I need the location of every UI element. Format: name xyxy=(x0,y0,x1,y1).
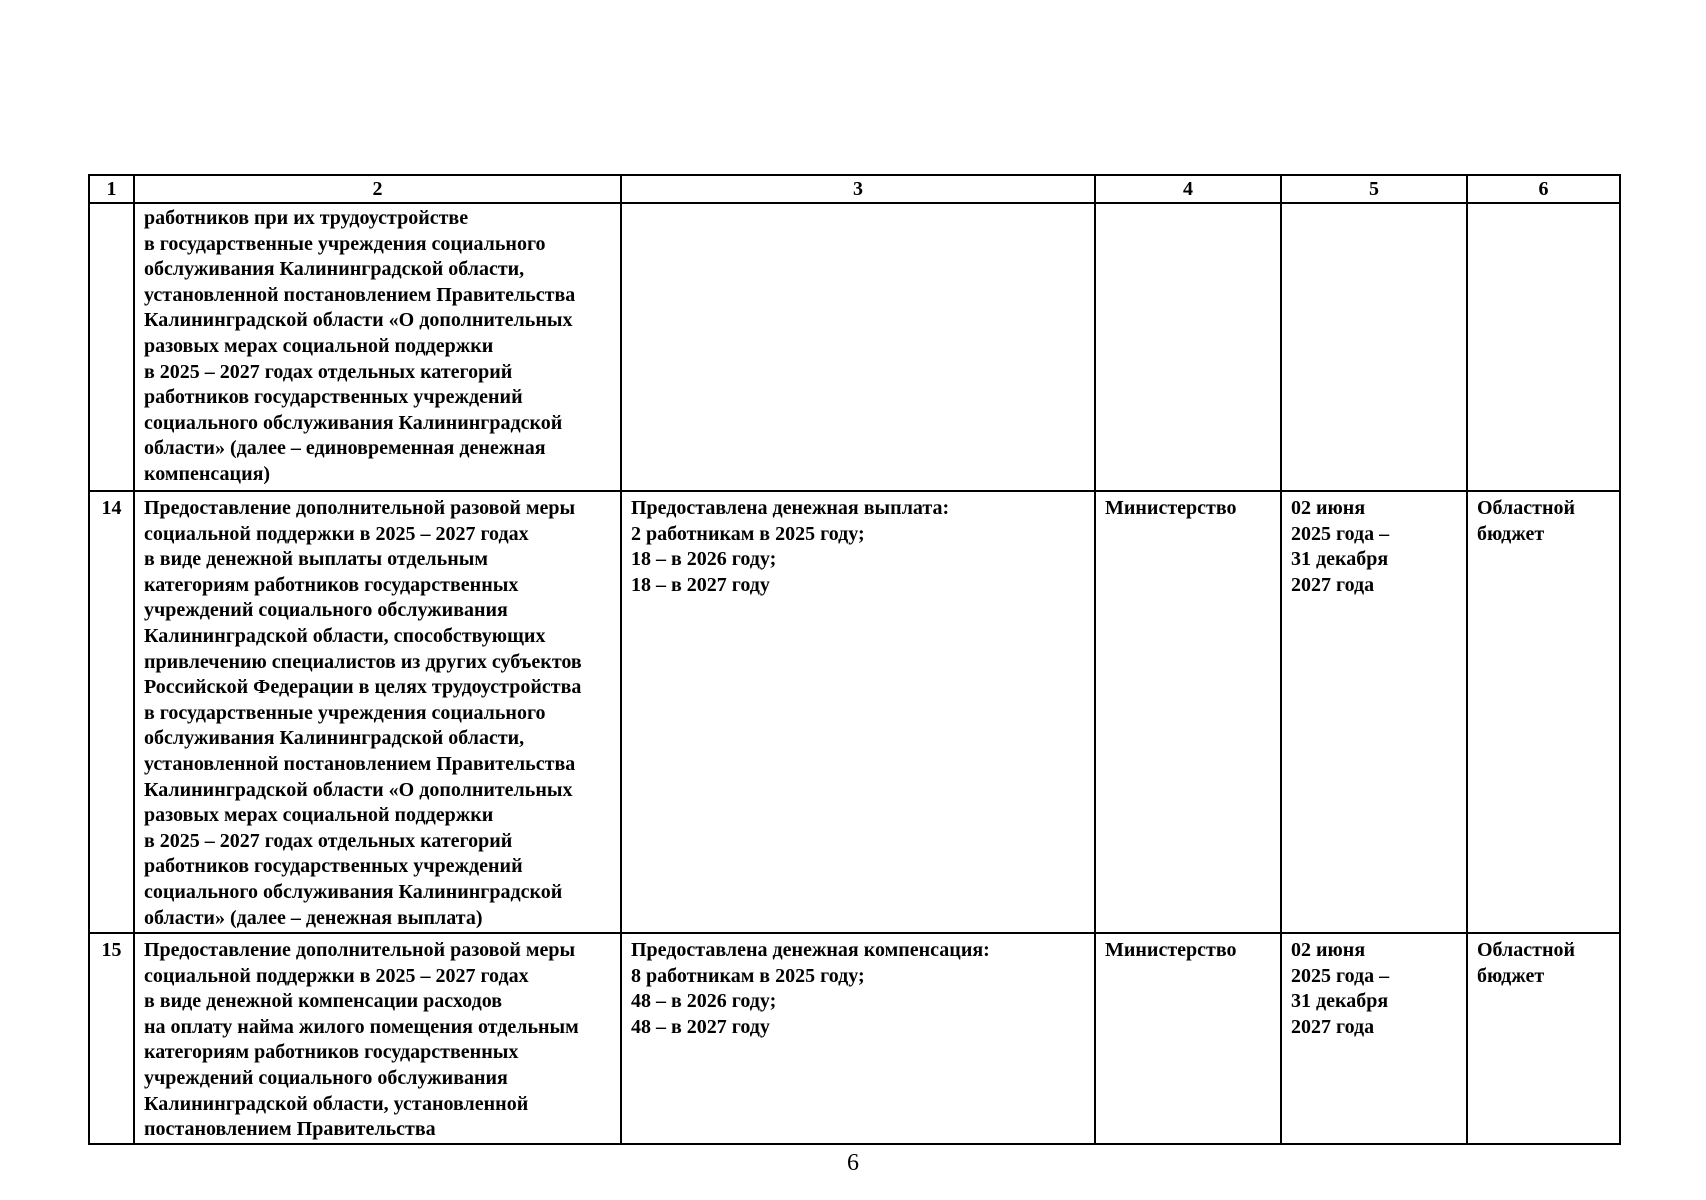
column-header: 5 xyxy=(1281,175,1467,203)
text-line: в государственные учреждения социального xyxy=(144,701,546,724)
implementation-period xyxy=(1281,933,1467,1144)
text-line: привлечению специалистов из других субъектов xyxy=(144,650,582,673)
implementation-period xyxy=(1281,491,1467,933)
table-row xyxy=(89,491,1620,933)
column-header: 2 xyxy=(134,175,621,203)
text-line: разовых мерах социальной поддержки xyxy=(144,804,494,827)
text-line: социального обслуживания Калининградской xyxy=(144,880,563,903)
text-line: разовых мерах социальной поддержки xyxy=(144,334,494,357)
text-line: в 2025 – 2027 годах отдельных категорий xyxy=(144,360,513,383)
text-line: Областной xyxy=(1477,939,1576,961)
text-line: 2027 года xyxy=(1291,1015,1375,1038)
text-line: категориям работников государственных xyxy=(144,1041,519,1064)
text-line: обслуживания Калининградской области, xyxy=(144,727,525,750)
text-line: 02 июня xyxy=(1291,497,1366,519)
text-line: Областной xyxy=(1477,497,1576,519)
text-line: постановлением Правительства xyxy=(144,1118,436,1141)
text-line: Российской Федерации в целях трудоустройства xyxy=(144,676,582,699)
text-line: 2027 года xyxy=(1291,573,1375,596)
text-line: 2025 года – xyxy=(1291,522,1390,545)
text-line: 8 работникам в 2025 году; xyxy=(631,964,865,987)
text-line: в виде денежной компенсации расходов xyxy=(144,990,502,1013)
text-line: категориям работников государственных xyxy=(144,573,519,596)
text-line: работников государственных учреждений xyxy=(144,855,523,878)
expected-result xyxy=(621,203,1095,491)
text-line: Предоставление дополнительной разовой меры xyxy=(144,939,576,961)
text-line: работников при их трудоустройстве xyxy=(144,207,469,229)
text-line: в виде денежной выплаты отдельным xyxy=(144,548,488,571)
text-line: обслуживания Калининградской области, xyxy=(144,258,525,281)
text-line: Калининградской области «О дополнительных xyxy=(144,778,573,801)
measure-description xyxy=(134,491,621,933)
text-line: 31 декабря xyxy=(1291,990,1389,1013)
text-line: социальной поддержки в 2025 – 2027 годах xyxy=(144,522,529,545)
text-line: бюджет xyxy=(1477,964,1545,987)
measure-description xyxy=(134,933,621,1144)
text-line: Предоставление дополнительной разовой меры xyxy=(144,497,576,519)
table-row xyxy=(89,203,1620,491)
expected-result xyxy=(621,491,1095,933)
text-line: 48 – в 2026 году; xyxy=(631,990,777,1013)
text-line: области» (далее – денежная выплата) xyxy=(144,906,483,929)
text-line: области» (далее – единовременная денежная xyxy=(144,437,546,460)
text-line: в государственные учреждения социального xyxy=(144,232,546,255)
page-number: 6 xyxy=(847,1150,859,1176)
text-line: на оплату найма жилого помещения отдельным xyxy=(144,1015,579,1038)
responsible-executor: Министерство xyxy=(1095,491,1281,933)
text-line: Калининградской области, установленной xyxy=(144,1092,529,1115)
table-header-row xyxy=(89,175,1620,203)
funding-source xyxy=(1467,933,1620,1144)
column-header: 4 xyxy=(1095,175,1281,203)
text-line: социальной поддержки в 2025 – 2027 годах xyxy=(144,964,529,987)
text-line: Предоставлена денежная компенсация: xyxy=(631,939,990,961)
measure-description xyxy=(134,203,621,491)
text-line: работников государственных учреждений xyxy=(144,386,523,409)
text-line: 48 – в 2027 году xyxy=(631,1015,770,1038)
expected-result xyxy=(621,933,1095,1144)
text-line: 02 июня xyxy=(1291,939,1366,961)
text-line: 31 декабря xyxy=(1291,548,1389,571)
text-line: компенсация) xyxy=(144,462,271,485)
text-line: 18 – в 2026 году; xyxy=(631,548,777,571)
row-number xyxy=(89,203,134,491)
column-header: 6 xyxy=(1467,175,1620,203)
text-line: 2 работникам в 2025 году; xyxy=(631,522,865,545)
funding-source xyxy=(1467,203,1620,491)
text-line: социального обслуживания Калининградской xyxy=(144,411,563,434)
text-line: учреждений социального обслуживания xyxy=(144,599,508,622)
text-line: Калининградской области, способствующих xyxy=(144,624,546,647)
column-header: 3 xyxy=(621,175,1095,203)
row-number: 14 xyxy=(89,491,134,933)
text-line: Калининградской области «О дополнительных xyxy=(144,309,573,332)
funding-source xyxy=(1467,491,1620,933)
implementation-period xyxy=(1281,203,1467,491)
column-header: 1 xyxy=(89,175,134,203)
text-line: установленной постановлением Правительства xyxy=(144,283,576,306)
text-line: 18 – в 2027 году xyxy=(631,573,770,596)
measures-table xyxy=(88,174,1621,1145)
text-line: в 2025 – 2027 годах отдельных категорий xyxy=(144,829,513,852)
text-line: Предоставлена денежная выплата: xyxy=(631,497,950,519)
text-line: бюджет xyxy=(1477,522,1545,545)
responsible-executor xyxy=(1095,203,1281,491)
table-row xyxy=(89,933,1620,1144)
text-line: 2025 года – xyxy=(1291,964,1390,987)
row-number: 15 xyxy=(89,933,134,1144)
text-line: установленной постановлением Правительства xyxy=(144,752,576,775)
responsible-executor: Министерство xyxy=(1095,933,1281,1144)
text-line: учреждений социального обслуживания xyxy=(144,1066,508,1089)
